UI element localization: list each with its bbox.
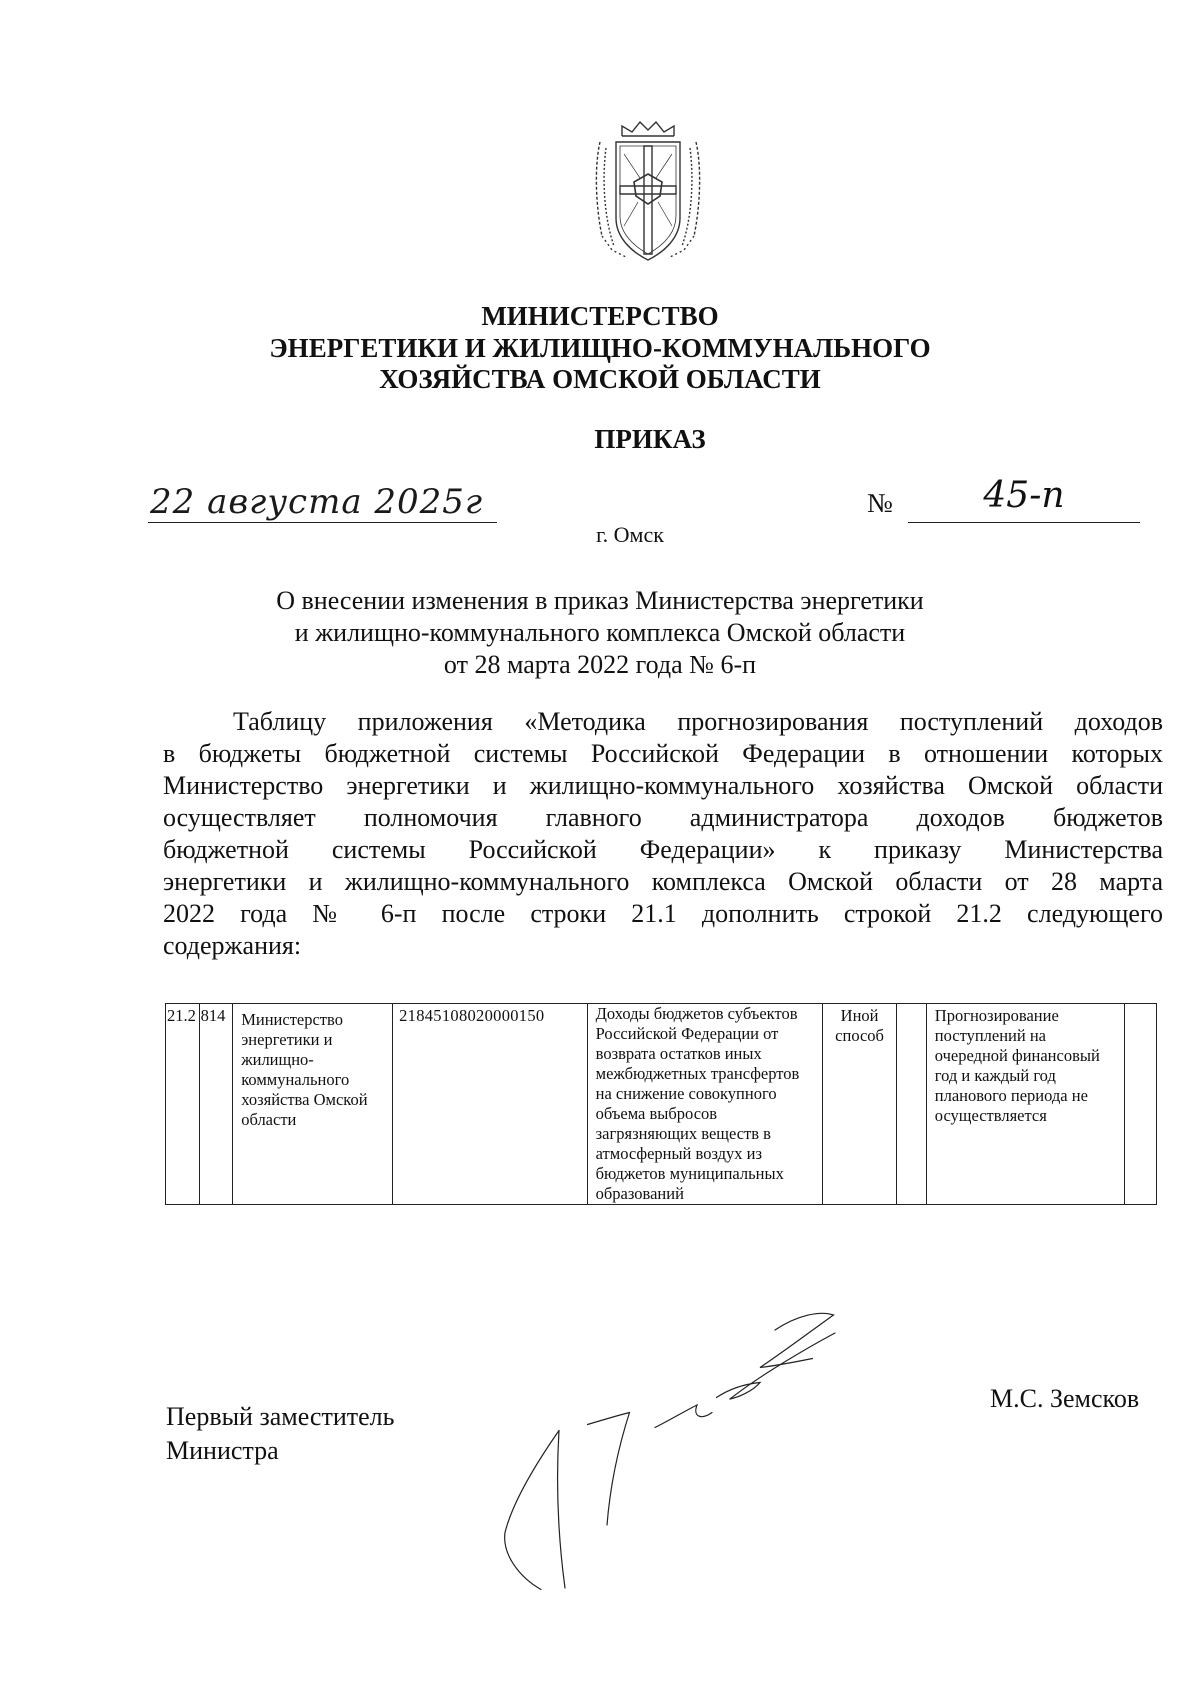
signer-name: М.С. Земсков bbox=[990, 1384, 1140, 1413]
body-line: Министерство энергетики и жилищно-коммунального хозяйства Омской области bbox=[163, 771, 1163, 800]
body-line: энергетики и жилищно-коммунального комплекса Омской области от 28 марта bbox=[163, 867, 1163, 896]
body-line: бюджетной системы Российской Федерации» к приказу Министерства bbox=[163, 835, 1163, 864]
order-subject bbox=[200, 585, 1000, 681]
income-table-row bbox=[165, 1003, 1157, 1205]
subject-line-2: и жилищно-коммунального комплекса Омской области bbox=[294, 618, 906, 647]
city: г. Омск bbox=[596, 522, 664, 547]
coat-of-arms-icon bbox=[592, 118, 704, 268]
cell-formula bbox=[897, 1004, 927, 1205]
org-name-line1: МИНИСТЕРСТВО bbox=[481, 301, 719, 331]
cell-last bbox=[1125, 1004, 1157, 1205]
cell-forecast: Прогнозирование поступлений на очередной финансовый год и каждый год планового периода не осуществляется bbox=[926, 1004, 1125, 1205]
subject-line-3: от 28 марта 2022 года № 6-п bbox=[443, 650, 757, 679]
body-line: Таблицу приложения «Методика прогнозирования поступлений доходов bbox=[233, 707, 1163, 736]
order-number: 45-п bbox=[908, 470, 1140, 523]
org-name-line2: ЭНЕРГЕТИКИ И ЖИЛИЩНО-КОММУНАЛЬНОГО bbox=[269, 333, 931, 363]
cell-row-number: 21.2 bbox=[166, 1004, 200, 1205]
cell-kbk: 21845108020000150 bbox=[393, 1004, 588, 1205]
body-line: содержания: bbox=[163, 931, 302, 960]
org-name-line3: ХОЗЯЙСТВА ОМСКОЙ ОБЛАСТИ bbox=[379, 364, 821, 394]
subject-line-1: О внесении изменения в приказ Министерства энергетики bbox=[276, 586, 924, 615]
table-row bbox=[166, 1004, 1157, 1205]
cell-income-name: Доходы бюджетов субъектов Российской Федерации от возврата остатков иных межбюджетных трансфертов на снижение совокупного объема выбросов загрязняющих веществ в атмосферный воздух из бюджетов муниципальных образований bbox=[587, 1004, 822, 1205]
body-paragraph bbox=[163, 706, 1163, 962]
cell-administrator: Министерство энергетики и жилищно-коммунального хозяйства Омской области bbox=[233, 1004, 393, 1205]
number-label: № bbox=[867, 488, 893, 518]
cell-admin-code: 814 bbox=[199, 1004, 233, 1205]
signer-position-line2: Министра bbox=[166, 1436, 279, 1465]
body-line: в бюджеты бюджетной системы Российской Федерации в отношении которых bbox=[163, 739, 1163, 768]
signer-position bbox=[166, 1400, 394, 1468]
cell-method: Иной способ bbox=[822, 1004, 896, 1205]
body-line: 2022 года № 6-п после строки 21.1 дополнить строкой 21.2 следующего bbox=[163, 899, 1163, 928]
handwritten-signature bbox=[440, 1300, 960, 1600]
order-date: 22 августа 2025г bbox=[148, 482, 497, 523]
body-line: осуществляет полномочия главного администратора доходов бюджетов bbox=[163, 803, 1163, 832]
signer-position-line1: Первый заместитель bbox=[166, 1402, 395, 1431]
document-type: ПРИКАЗ bbox=[594, 424, 706, 454]
